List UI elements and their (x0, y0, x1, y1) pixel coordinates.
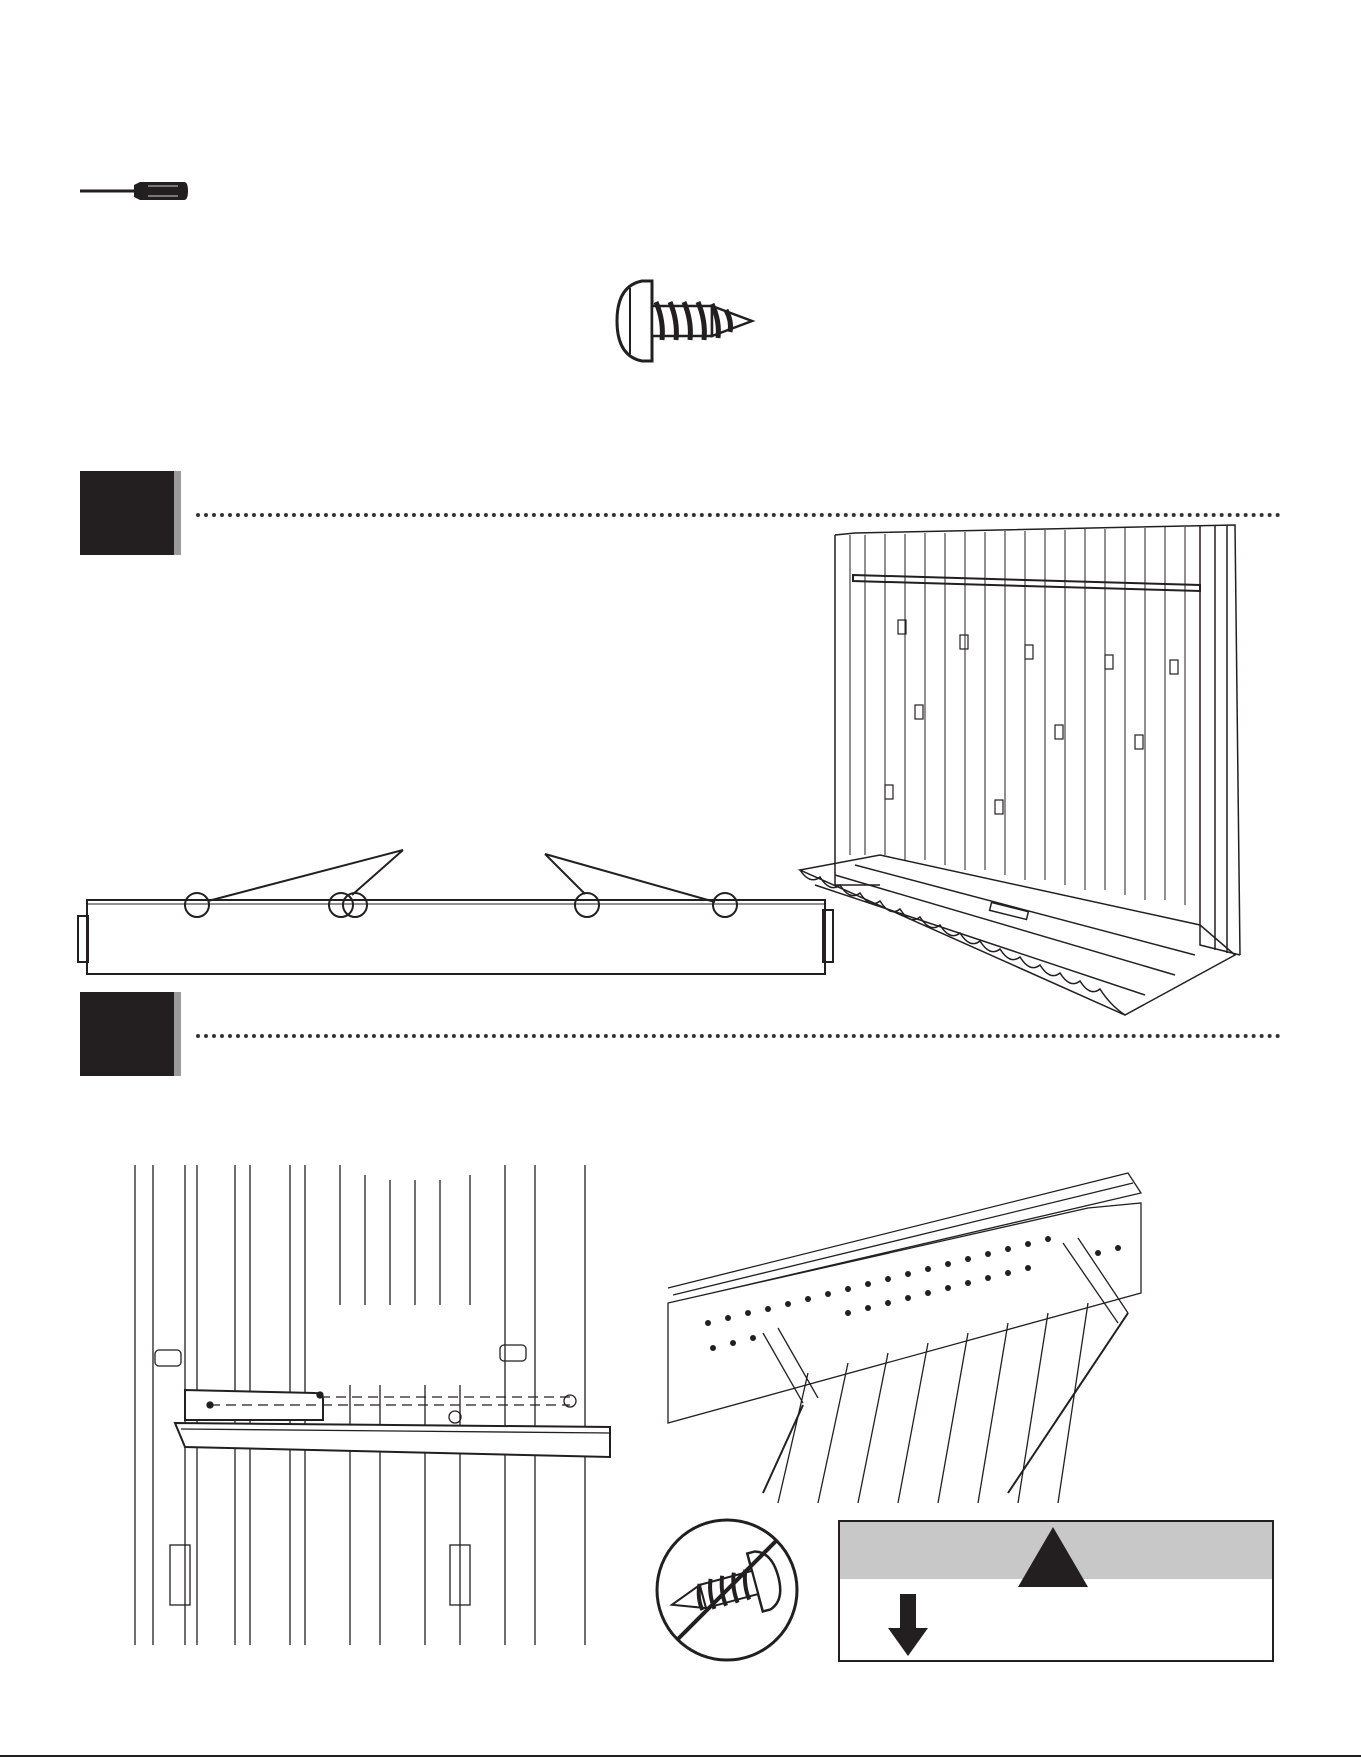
no-screw-prohibited-icon (652, 1515, 802, 1665)
bracket-install-illustration (115, 1165, 610, 1645)
roof-detail-illustration (668, 1173, 1141, 1503)
step-number-box-2 (80, 992, 174, 1076)
pan-head-screw-icon (612, 276, 762, 366)
step-number-box-1 (80, 471, 174, 555)
down-arrow-icon (888, 1594, 928, 1656)
step-divider-2 (196, 1034, 1281, 1038)
page-bottom-rule (0, 1755, 1361, 1757)
step-divider-1 (196, 513, 1281, 517)
shed-wall-illustration (795, 525, 1250, 1025)
warning-triangle-icon (1018, 1527, 1088, 1587)
warning-box (838, 1520, 1274, 1662)
shelf-bar-illustration (75, 840, 845, 990)
screwdriver-icon (78, 176, 190, 206)
